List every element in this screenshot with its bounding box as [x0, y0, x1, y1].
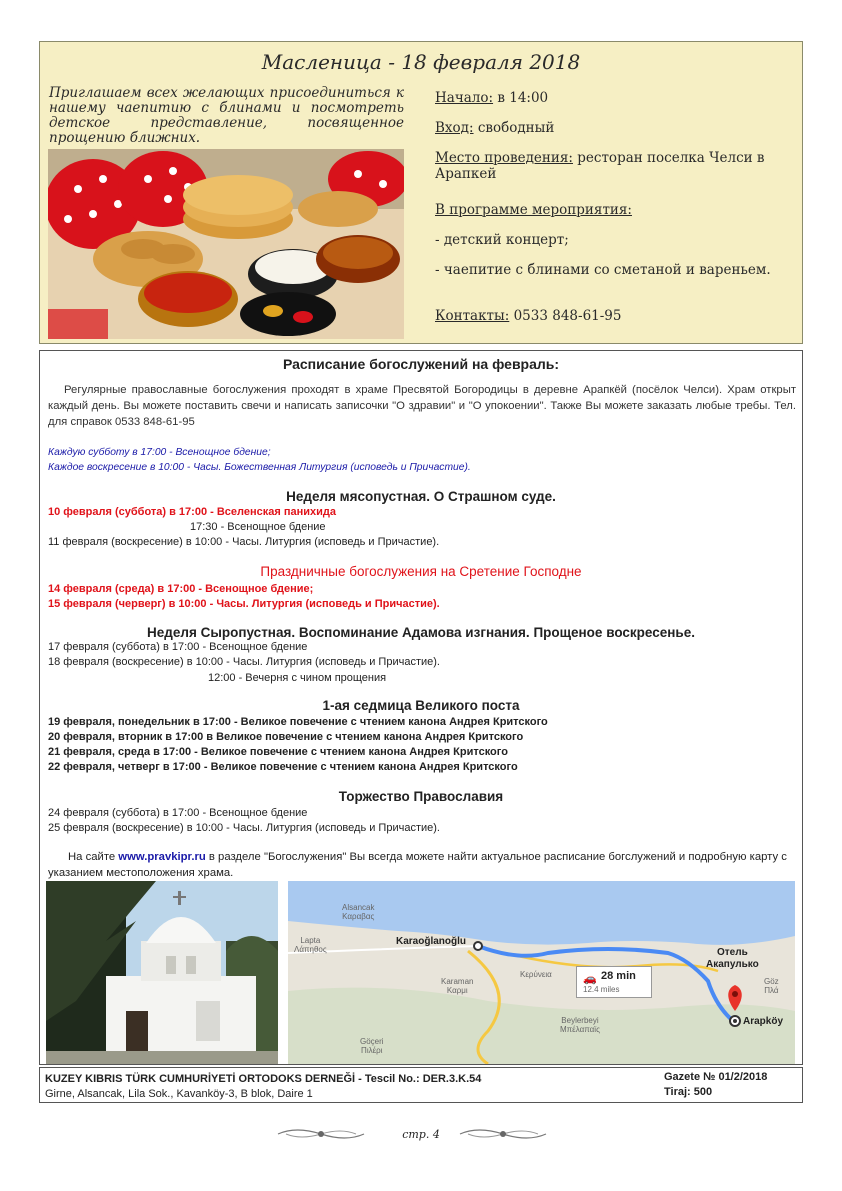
pancakes-photo: [48, 149, 404, 339]
footer: [39, 1067, 803, 1103]
website-post: в разделе "Богослужения" Вы всегда можете найти актуальное расписание богслужений и подробную карту с указанием местоположения храма.: [48, 851, 787, 879]
lent-line: 22 февраля, четверг в 17:00 - Великое повечение с чтением канона Андрея Критского: [48, 761, 518, 773]
church-illustration: [46, 881, 278, 1064]
week1-line: 11 февраля (воскресение) в 10:00 - Часы. Литургия (исповедь и Причастие).: [48, 536, 440, 548]
feast-line: 14 февраля (среда) в 17:00 - Всенощное бдение;: [48, 583, 314, 595]
route-info-box[interactable]: [576, 966, 652, 998]
organization-name: KUZEY KIBRIS TÜRK CUMHURİYETİ ORTODOKS DERNEĞİ - Tescil No.: DER.3.K.54: [45, 1073, 482, 1085]
right-ornament-icon: [458, 1124, 548, 1144]
venue-label: Место проведения:: [435, 150, 573, 166]
lent-line: 20 февраля, вторник в 17:00 в Великое повечение с чтением канона Андрея Критского: [48, 731, 524, 743]
entry-row: [435, 120, 795, 136]
map-place-hotel: Отель Акапулько: [706, 947, 759, 970]
lent-line: 19 февраля, понедельник в 17:00 - Великое повечение с чтением канона Андрея Критского: [48, 716, 548, 728]
route-distance: 12.4 miles: [583, 985, 620, 994]
organization-address: Girne, Alsancak, Lila Sok., Kavanköy-3, B blok, Daire 1: [45, 1088, 313, 1100]
week2-line: 12:00 - Вечерня с чином прощения: [208, 672, 387, 684]
map-label-kerynia: Κερύνεια: [520, 970, 552, 979]
website-pre: На сайте: [68, 851, 119, 863]
maslenitsa-title: Масленица - 18 февраля 2018: [261, 50, 581, 74]
maslenitsa-intro: Приглашаем всех желающих присоединиться к нашему чаепитию с блинами и посмотреть детское представление, посвященное прощению ближних.: [49, 85, 404, 146]
map-label-karaman: Karaman Καρμι: [441, 977, 474, 995]
entry-label: Вход:: [435, 120, 474, 136]
orthodoxy-line: 24 февраля (суббота) в 17:00 - Всенощное бдение: [48, 807, 308, 819]
page-number: стр. 4: [402, 1128, 440, 1141]
contacts-row: [435, 308, 795, 324]
week1-line: 10 февраля (суббота) в 17:00 - Вселенская панихида: [48, 506, 336, 518]
map-label-gocer: Göçeri Πιλέρι: [360, 1037, 384, 1055]
program-item: - чаепитие с блинами со сметаной и вареньем.: [435, 262, 771, 278]
schedule-intro: Регулярные православные богослужения проходят в храме Пресвятой Богородицы в деревне Арапкёй (посёлок Челси). Храм открыт каждый день. Вы можете поставить свечи и написать записочки "О здравии" и "О упокоении". Также Вы можете заказать любые требы. Тел. для справок 0533 848-61-95: [48, 384, 796, 428]
church-photo: [46, 881, 278, 1064]
entry-value: свободный: [473, 120, 555, 136]
map-place-arapkoy: Arapköy: [743, 1016, 784, 1027]
feast-title: Праздничные богослужения на Сретение Господне: [260, 564, 582, 579]
regular-service: Каждую субботу в 17:00 - Всенощное бдение;: [48, 447, 271, 458]
route-time: 28 min: [601, 970, 636, 982]
contacts-value: 0533 848-61-95: [509, 308, 622, 324]
gazette-number: Gazete № 01/2/2018: [664, 1071, 768, 1083]
circulation: Tiraj: 500: [664, 1086, 713, 1098]
schedule-panel: [39, 350, 803, 1065]
route-map[interactable]: [288, 881, 795, 1064]
week2-line: 17 февраля (суббота) в 17:00 - Всенощное бдение: [48, 641, 308, 653]
venue-value: ресторан поселка Челси в Арапкей: [435, 150, 765, 182]
maslenitsa-panel: [39, 41, 803, 344]
start-label: Начало:: [435, 90, 494, 106]
start-value: в 14:00: [493, 90, 549, 106]
car-icon: 🚗: [583, 973, 597, 985]
map-label-beylerbeyi: Beylerbeyi Μπέλαπαϊς: [560, 1016, 600, 1034]
lent-line: 21 февраля, среда в 17:00 - Великое повечение с чтением канона Андрея Критского: [48, 746, 508, 758]
map-label-alsancak: Alsancak Καραβας: [342, 903, 375, 921]
week2-line: 18 февраля (воскресение) в 10:00 - Часы. Литургия (исповедь и Причастие).: [48, 656, 440, 668]
program-row: [435, 202, 795, 218]
schedule-title: Расписание богослужений на февраль:: [282, 356, 560, 372]
orthodoxy-line: 25 февраля (воскресение) в 10:00 - Часы. Литургия (исповедь и Причастие).: [48, 822, 440, 834]
week1-line: 17:30 - Всенощное бдение: [190, 521, 326, 533]
venue-row: [435, 150, 795, 182]
map-label-lapta: Lapta Λάπηθος: [294, 936, 327, 954]
map-label-goz: Göz Πλά: [764, 977, 779, 995]
website-note: [48, 849, 796, 881]
map-place-karaoglanoglu: Karaoğlanoğlu: [396, 936, 467, 947]
orthodoxy-title: Торжество Православия: [338, 789, 504, 804]
week2-title: Неделя Сыропустная. Воспоминание Адамова изгнания. Прощеное воскресенье.: [147, 625, 695, 640]
start-row: [435, 90, 795, 106]
pancakes-illustration: [48, 149, 404, 339]
program-item: - детский концерт;: [435, 232, 569, 248]
regular-service: Каждое воскресение в 10:00 - Часы. Божественная Литургия (исповедь и Причастие).: [48, 462, 471, 473]
lent-title: 1-ая седмица Великого поста: [322, 698, 520, 713]
week1-title: Неделя мясопустная. О Страшном суде.: [286, 489, 556, 504]
program-label: В программе мероприятия:: [435, 202, 632, 218]
contacts-label: Контакты:: [435, 308, 510, 324]
website-link[interactable]: www.pravkipr.ru: [118, 851, 206, 863]
feast-line: 15 февраля (черверг) в 10:00 - Часы. Литургия (исповедь и Причастие).: [48, 598, 440, 610]
